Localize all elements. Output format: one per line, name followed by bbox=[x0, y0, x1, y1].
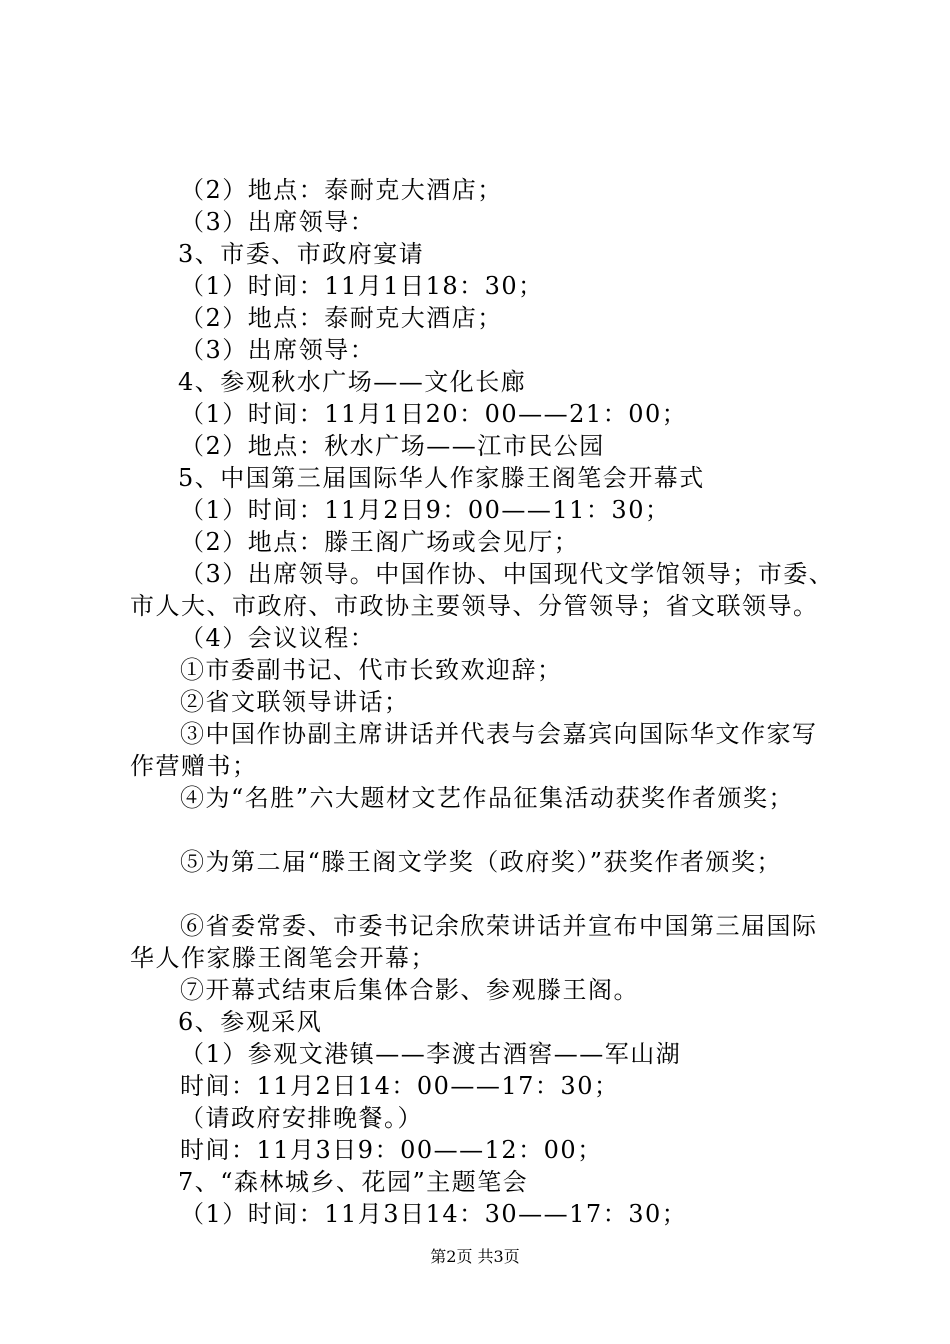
text-line: （4）会议议程： bbox=[180, 624, 376, 652]
text-line: （请政府安排晚餐。） bbox=[180, 1104, 423, 1132]
text-line: 时间：11月2日14：00——17：30； bbox=[180, 1072, 620, 1100]
text-line: ⑦开幕式结束后集体合影、参观滕王阁。 bbox=[180, 976, 639, 1004]
text-line: ②省文联领导讲话； bbox=[180, 688, 410, 716]
text-line: （3）出席领导： bbox=[180, 208, 376, 236]
text-line: ④为“名胜”六大题材文艺作品征集活动获奖作者颁奖； bbox=[180, 784, 795, 812]
text-line: （1）时间：11月1日18：30； bbox=[180, 272, 544, 300]
text-line: 华人作家滕王阁笔会开幕； bbox=[130, 944, 436, 972]
text-line: 4、参观秋水广场——文化长廊 bbox=[178, 368, 527, 396]
text-line: （2）地点：泰耐克大酒店； bbox=[180, 304, 503, 332]
text-line: （2）地点：滕王阁广场或会见厅； bbox=[180, 528, 580, 556]
text-line: （3）出席领导： bbox=[180, 336, 376, 364]
text-line: （1）时间：11月3日14：30——17：30； bbox=[180, 1200, 688, 1228]
text-line: 市人大、市政府、市政协主要领导、分管领导；省文联领导。 bbox=[130, 592, 819, 620]
text-line: 7、“森林城乡、花园”主题笔会 bbox=[178, 1168, 529, 1196]
text-line: ③中国作协副主席讲话并代表与会嘉宾向国际华文作家写 bbox=[180, 720, 818, 748]
text-line: ⑤为第二届“滕王阁文学奖（政府奖）”获奖作者颁奖； bbox=[180, 848, 783, 876]
text-line: （1）参观文港镇——李渡古酒窖——军山湖 bbox=[180, 1040, 682, 1068]
text-line: 3、市委、市政府宴请 bbox=[178, 240, 425, 268]
text-line: （1）时间：11月2日9：00——11：30； bbox=[180, 496, 671, 524]
text-line: （2）地点：泰耐克大酒店； bbox=[180, 176, 503, 204]
page-number-footer: 第2页 共3页 bbox=[430, 1247, 520, 1266]
text-line: ⑥省委常委、市委书记余欣荣讲话并宣布中国第三届国际 bbox=[180, 912, 818, 940]
text-line: 时间：11月3日9：00——12：00； bbox=[180, 1136, 603, 1164]
text-line: 5、中国第三届国际华人作家滕王阁笔会开幕式 bbox=[178, 464, 705, 492]
text-line: （2）地点：秋水广场——江市民公园 bbox=[180, 432, 605, 460]
text-line: （1）时间：11月1日20：00——21：00； bbox=[180, 400, 688, 428]
text-line: 作营赠书； bbox=[130, 752, 258, 780]
text-line: （3）出席领导。中国作协、中国现代文学馆领导；市委、 bbox=[180, 560, 835, 588]
text-line: ①市委副书记、代市长致欢迎辞； bbox=[180, 656, 563, 684]
text-line: 6、参观采风 bbox=[178, 1008, 323, 1036]
